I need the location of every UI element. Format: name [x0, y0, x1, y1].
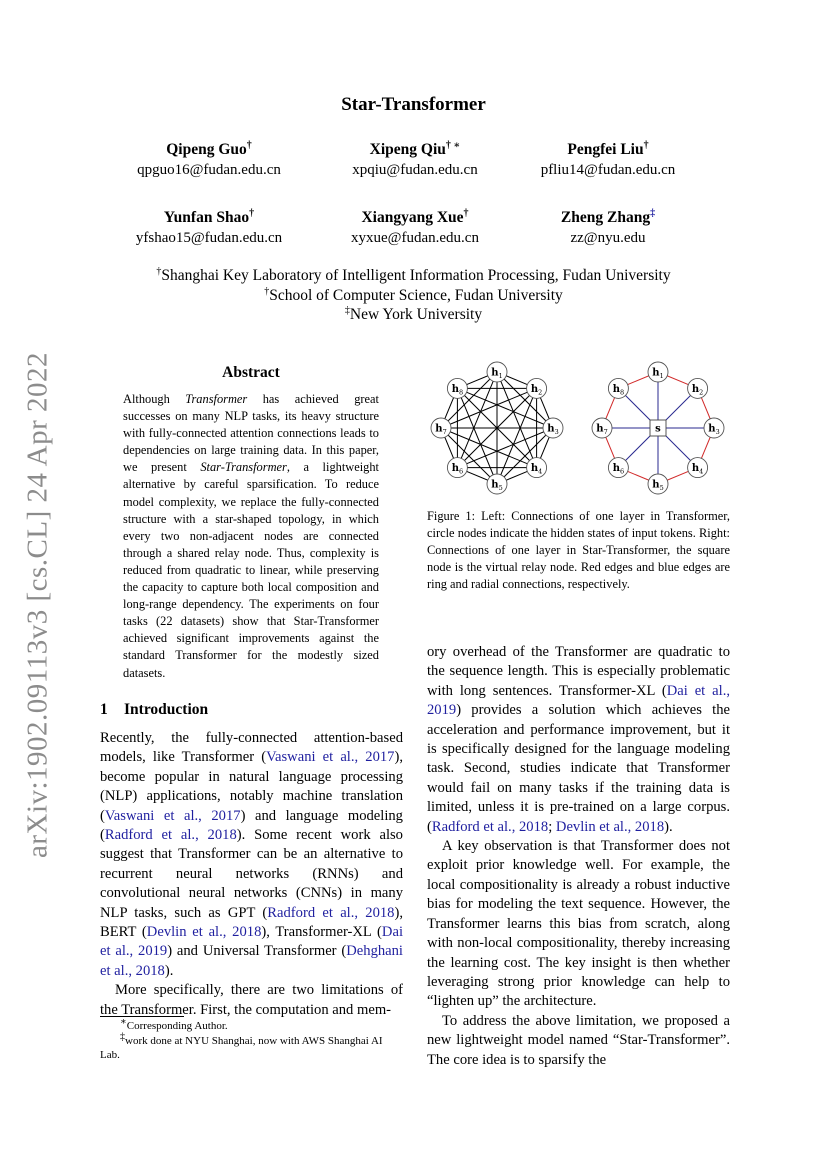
paper-title: Star-Transformer [341, 94, 486, 115]
star-transformer-graph [592, 362, 724, 494]
node-label: $h_3$ [547, 423, 559, 436]
relay-label: s [655, 423, 661, 435]
author-block [498, 140, 718, 180]
figure-caption: Figure 1: Left: Connections of one layer in Transformer, circle nodes indicate the hidden states of input tokens. Right: Connections of one layer in Star-Transformer, the square node is the virtual relay node. Red edges and blue edges are ring and radial connections, respectively. [427, 509, 730, 592]
abstract-heading: Abstract [222, 364, 280, 381]
author-email: xyxue@fudan.edu.cn [351, 230, 479, 246]
node-label: $h_4$ [530, 463, 543, 476]
citation-link[interactable]: Dai et al., 2019 [100, 924, 403, 960]
author-block [498, 208, 718, 248]
node-label: $h_6$ [612, 463, 625, 476]
node-label: $h_6$ [451, 463, 464, 476]
citation-link[interactable]: Devlin et al., 2018 [146, 924, 262, 941]
intro-left-column [100, 729, 403, 1020]
author-block [305, 208, 525, 248]
node-label: $h_7$ [596, 423, 608, 436]
footnote: ‡work done at NYU Shanghai, now with AWS Shanghai AI Lab. [100, 1030, 383, 1061]
footnotes [100, 1016, 403, 1063]
node-label: $h_1$ [491, 367, 503, 380]
paragraph: More specifically, there are two limitations of the Transformer. First, the computation and mem- [100, 982, 403, 1018]
abstract-body: Although Transformer has achieved great successes on many NLP tasks, its heavy structure with fully-connected attention connections leads to dependencies on large training data. In this paper, we present Star-Transformer, a lightweight alternative by careful sparsification. To reduce model complexity, we replace the fully-connected structure with a star-shaped topology, in which every two non-adjacent nodes are connected through a shared relay node. Thus, complexity is reduced from quadratic to linear, while preserving the capacity to capture both local composition and long-range dependency. The experiments on four tasks (22 datasets) show that Star-Transformer achieved significant improvements against the standard Transformer for the modestly sized datasets. [123, 392, 379, 680]
node-label: $h_3$ [708, 423, 720, 436]
author-email: yfshao15@fudan.edu.cn [135, 230, 283, 246]
author-email: zz@nyu.edu [570, 230, 646, 246]
author-email: xpqiu@fudan.edu.cn [352, 162, 478, 178]
author-email: qpguo16@fudan.edu.cn [137, 162, 281, 178]
author-name: Zheng Zhang‡ [560, 207, 656, 226]
author-name: Xipeng Qiu† ∗ [369, 139, 461, 158]
citation-link[interactable]: Vaswani et al., 2017 [104, 807, 241, 824]
citation-link[interactable]: Radford et al., 2018 [267, 904, 395, 921]
node-label: $h_2$ [530, 383, 543, 397]
node-label: $h_8$ [612, 383, 625, 397]
node-label: $h_7$ [435, 423, 447, 436]
author-block [99, 140, 319, 180]
figure-1-diagram [427, 358, 730, 498]
node-label: $h_8$ [451, 383, 464, 397]
intro-right-column [427, 643, 730, 1070]
affiliation: †School of Computer Science, Fudan University [264, 285, 563, 304]
node-label: $h_4$ [691, 463, 704, 476]
footnote-rule [100, 1016, 184, 1017]
citation-link[interactable]: Radford et al., 2018 [431, 818, 549, 835]
author-name: Yunfan Shao† [163, 207, 255, 226]
affiliation: †Shanghai Key Laboratory of Intelligent Information Processing, Fudan University [156, 265, 671, 284]
transformer-full-graph [431, 362, 563, 494]
node-label: $h_5$ [652, 479, 664, 492]
footnote: ∗Corresponding Author. [120, 1016, 228, 1032]
author-name: Qipeng Guo† [166, 139, 252, 158]
citation-link[interactable]: Dai et al., 2019 [427, 682, 731, 719]
node-label: $h_1$ [652, 367, 664, 380]
author-block [305, 140, 525, 180]
citation-link[interactable]: Devlin et al., 2018 [555, 818, 665, 835]
arxiv-id: arXiv:1902.09113v3 [cs.CL] 24 Apr 2022 [21, 351, 54, 859]
node-label: $h_5$ [491, 479, 503, 492]
paragraph: ory overhead of the Transformer are quadratic to the sequence length. This is especially problematic with long sentences. Transformer-XL (Dai et al., 2019) provides a solution which achieves the acceleration and performance improvement, but it is specifically designed for the language modeling task. Second, studies indicate that Transformer would fail on many tasks if the training data is limited, unless it is pre-trained on a large corpus. (Radford et al., 2018; Devlin et al., 2018). [427, 644, 731, 835]
section-heading: 1 Introduction [100, 701, 209, 718]
author-name: Pengfei Liu† [567, 139, 649, 158]
author-email: pfliu14@fudan.edu.cn [540, 162, 676, 178]
affiliation: ‡New York University [344, 304, 483, 323]
paragraph: A key observation is that Transformer does not exploit prior knowledge well. For example, the local compositionality is already a robust inductive bias for modeling the text sequence. However, the Transformer learns this bias from scratch, along with non-local compositionality, thereby increasing the learning cost. The key insight is then whether leveraging strong prior knowledge can help to “lighten up” the architecture. [427, 838, 730, 1010]
paragraph: To address the above limitation, we proposed a new lightweight model named “Star-Transformer”. The core idea is to sparsify the [427, 1012, 730, 1068]
paragraph: Recently, the fully-connected attention-based models, like Transformer (Vaswani et al., 2017), become popular in natural language processing (NLP) applications, notably machine translation (Vaswani et al., 2017) and language modeling (Radford et al., 2018). Some recent work also suggest that Transformer can be an alternative to recurrent neural networks (RNNs) and convolutional neural networks (CNNs) in many NLP tasks, such as GPT (Radford et al., 2018), BERT (Devlin et al., 2018), Transformer-XL (Dai et al., 2019) and Universal Transformer (Dehghani et al., 2018). [100, 730, 403, 979]
citation-link[interactable]: Radford et al., 2018 [104, 827, 237, 844]
node-label: $h_2$ [691, 383, 704, 397]
citation-link[interactable]: Dehghani et al., 2018 [100, 943, 403, 979]
citation-link[interactable]: Vaswani et al., 2017 [266, 749, 395, 766]
author-block [99, 208, 319, 248]
author-name: Xiangyang Xue† [361, 207, 469, 226]
arxiv-sidebar-stamp [18, 351, 58, 859]
